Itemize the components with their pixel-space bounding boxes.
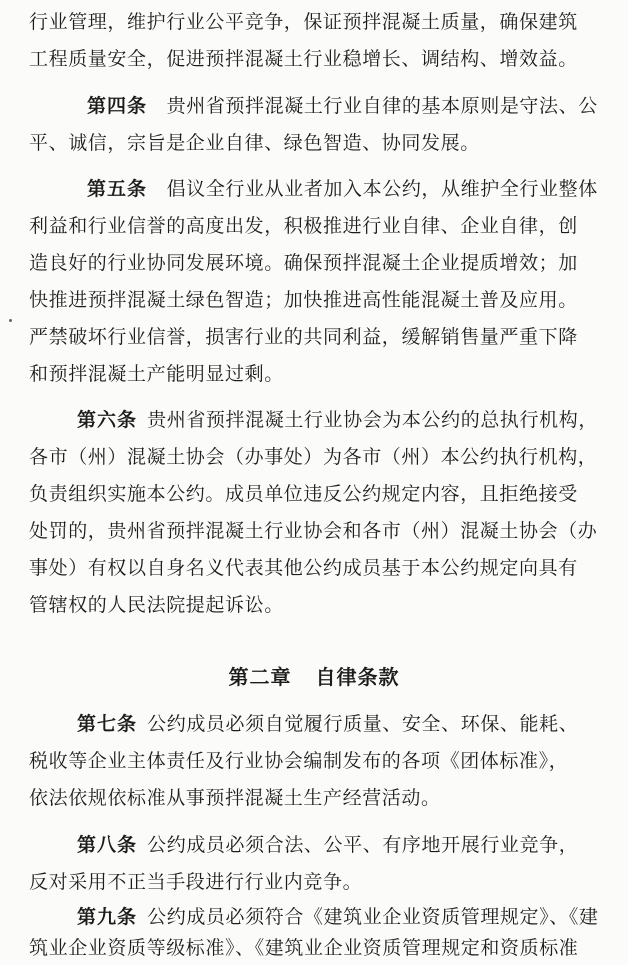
text-line: 各市（州）混凝土协会（办事处）为各市（州）本公约执行机构， <box>29 446 598 468</box>
scan-speck <box>9 319 12 322</box>
text-line: 严禁破坏行业信誉，损害行业的共同利益，缓解销售量严重下降 <box>29 326 578 348</box>
text-line: 事处）有权以自身名义代表其他公约成员基于本公约规定向具有 <box>29 557 578 579</box>
article-9-line: 第九条 公约成员必须符合《建筑业企业资质管理规定》、《建 <box>77 906 599 928</box>
text-line: 利益和行业信誉的高度出发，积极推进行业自律、企业自律，创 <box>29 215 578 237</box>
text-line: 和预拌混凝土产能明显过剩。 <box>29 363 284 385</box>
text-line: 筑业企业资质等级标准》、《建筑业企业资质管理规定和资质标准 <box>29 937 579 959</box>
article-5-heading: 第五条 <box>87 178 148 200</box>
text-line: 快推进预拌混凝土绿色智造；加快推进高性能混凝土普及应用。 <box>29 289 578 311</box>
chapter-heading <box>0 660 628 694</box>
article-9-heading: 第九条 <box>77 906 138 928</box>
article-6-heading: 第六条 <box>77 409 138 431</box>
text-line: 税收等企业主体责任及行业协会编制发布的各项《团体标准》， <box>29 750 569 772</box>
article-5-line: 第五条 倡议全行业从业者加入本公约，从维护全行业整体 <box>87 178 598 200</box>
text-line: 处罚的，贵州省预拌混凝土行业协会和各市（州）混凝土协会（办 <box>29 520 598 542</box>
article-7-heading: 第七条 <box>77 713 138 735</box>
article-7-line: 第七条 公约成员必须自觉履行质量、安全、环保、能耗、 <box>77 713 579 735</box>
chapter-title: 自律条款 <box>315 665 400 689</box>
text-line: 造良好的行业协同发展环境。确保预拌混凝土企业提质增效；加 <box>29 252 578 274</box>
text-line: 管辖权的人民法院提起诉讼。 <box>29 594 284 616</box>
text-line: 负责组织实施本公约。成员单位违反公约规定内容，且拒绝接受 <box>29 483 578 505</box>
text-line: 行业管理，维护行业公平竞争，保证预拌混凝土质量，确保建筑 <box>29 11 578 33</box>
text-line: 平、诚信，宗旨是企业自律、绿色智造、协同发展。 <box>29 132 480 154</box>
article-8-line: 第八条 公约成员必须合法、公平、有序地开展行业竞争， <box>77 834 579 856</box>
text-line: 工程质量安全，促进预拌混凝土行业稳增长、调结构、增效益。 <box>29 48 578 70</box>
text-line: 依法依规依标准从事预拌混凝土生产经营活动。 <box>29 787 441 809</box>
article-6-line: 第六条 贵州省预拌混凝土行业协会为本公约的总执行机构， <box>77 409 598 431</box>
article-8-heading: 第八条 <box>77 834 138 856</box>
text-line: 反对采用不正当手段进行行业内竞争。 <box>29 871 363 893</box>
article-4-line: 第四条 贵州省预拌混凝土行业自律的基本原则是守法、公 <box>87 95 598 117</box>
chapter-number: 第二章 <box>228 665 292 689</box>
article-4-heading: 第四条 <box>87 95 148 117</box>
